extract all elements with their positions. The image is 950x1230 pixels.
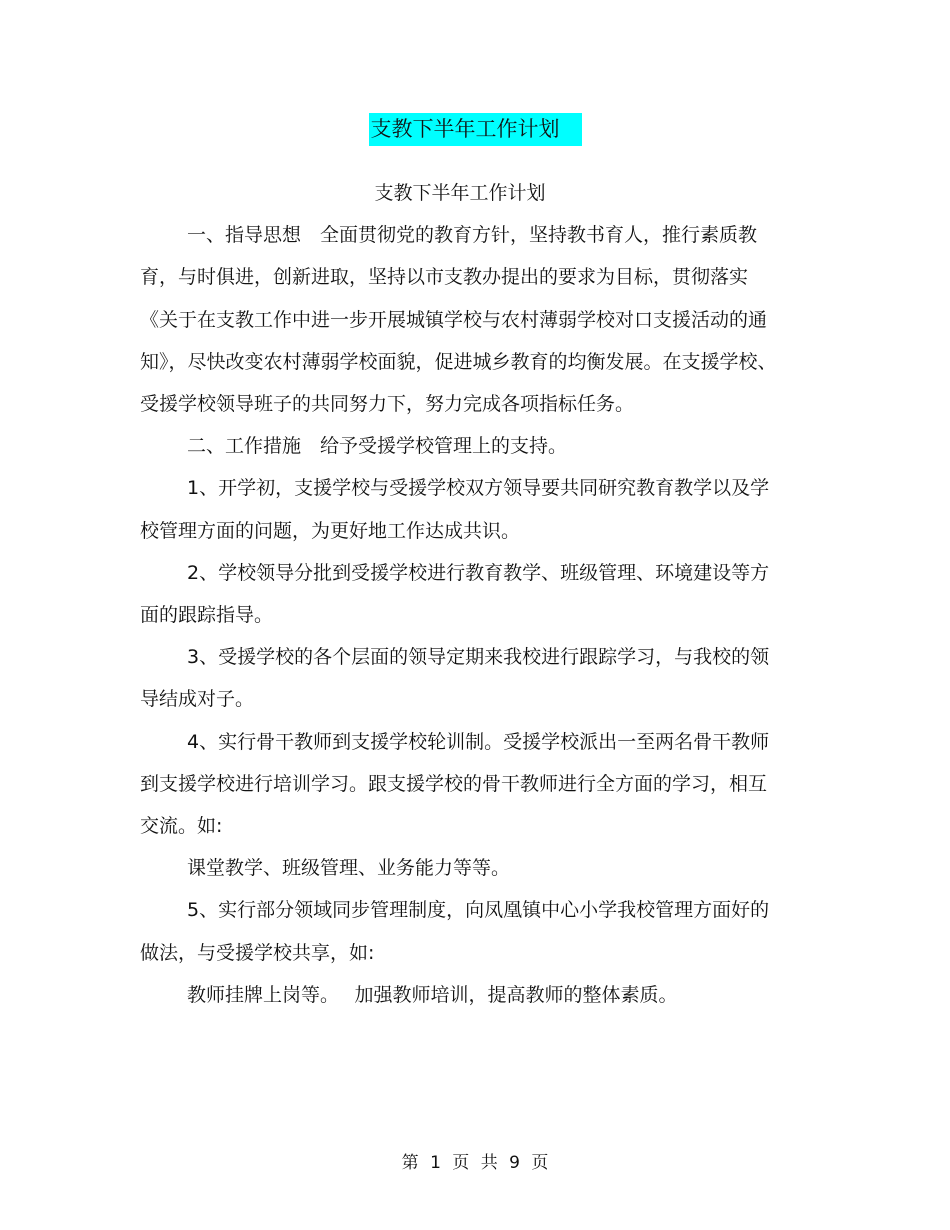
- paragraph-guiding-ideology: 一、指导思想 全面贯彻党的教育方针，坚持教书育人，推行素质教育，与时俱进，创新进取，坚持以市支教办提出的要求为目标，贯彻落实《关于在支教工作中进一步开展城镇学校与农村薄弱学校对口支援活动的通知》，尽快改变农村薄弱学校面貌，促进城乡教育的均衡发展。在支援学校、受援学校领导班子的共同努力下，努力完成各项指标任务。: [140, 224, 777, 416]
- paragraph-work-measures: 二、工作措施 给予受援学校管理上的支持。: [187, 435, 568, 458]
- title-container: [0, 113, 950, 146]
- page-footer: 第 1 页 共 9 页: [401, 1153, 549, 1173]
- document-title: 支教下半年工作计划: [369, 113, 582, 146]
- paragraph-item-1: 1、开学初，支援学校与受援学校双方领导要共同研究教育教学以及学校管理方面的问题，为更好地工作达成共识。: [140, 477, 770, 542]
- document-body: [140, 172, 780, 1016]
- paragraph-item-2: 2、学校领导分批到受援学校进行教育教学、班级管理、环境建设等方面的跟踪指导。: [140, 561, 770, 627]
- paragraph-item-4-detail: 课堂教学、班级管理、业务能力等等。: [187, 857, 511, 880]
- paragraph-item-5-detail: 教师挂牌上岗等。 加强教师培训，提高教师的整体素质。: [187, 983, 678, 1006]
- document-subtitle: 支教下半年工作计划: [374, 182, 546, 204]
- paragraph-item-5: 5、实行部分领域同步管理制度，向凤凰镇中心小学我校管理方面好的做法，与受援学校共享，如:: [140, 899, 770, 964]
- paragraph-item-3: 3、受援学校的各个层面的领导定期来我校进行跟踪学习，与我校的领导结成对子。: [140, 646, 770, 711]
- paragraph-item-4: 4、实行骨干教师到支援学校轮训制。受援学校派出一至两名骨干教师到支援学校进行培训学习。跟支援学校的骨干教师进行全方面的学习，相互交流。如:: [140, 730, 770, 838]
